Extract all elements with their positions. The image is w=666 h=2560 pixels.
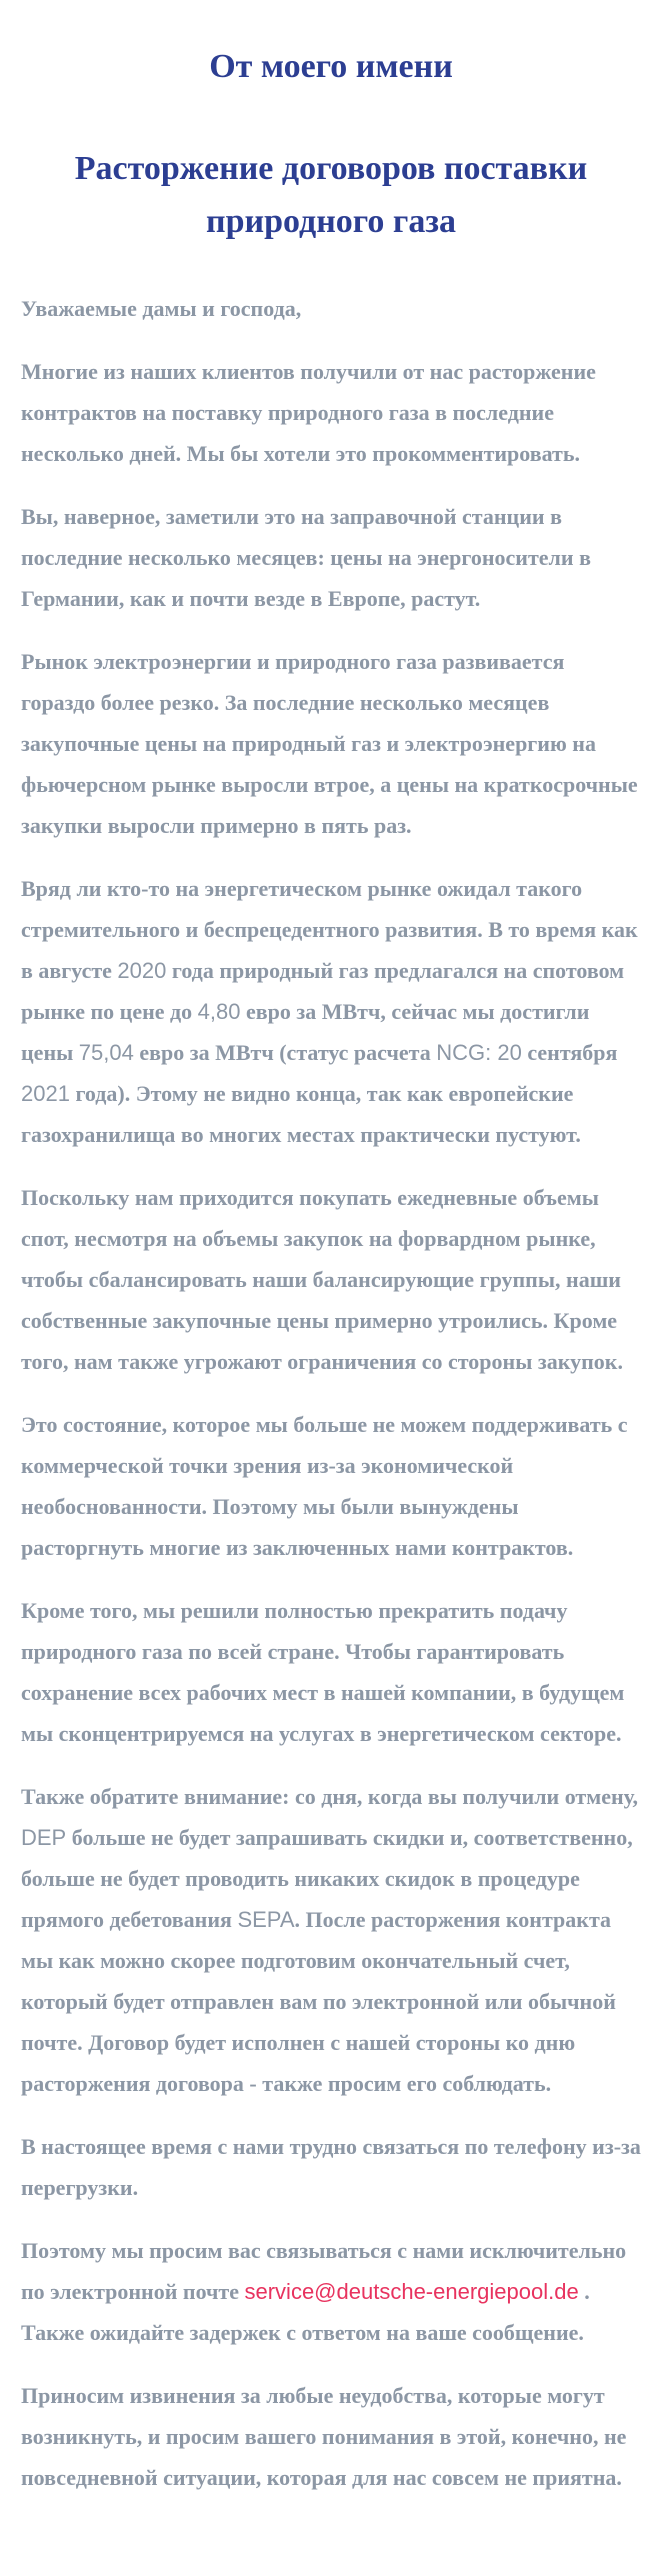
latin-text-run: 75,04 — [78, 1040, 134, 1065]
text-run: Уважаемые дамы и господа, — [21, 296, 302, 321]
subject-title: Расторжение договоров поставки природного газа — [74, 150, 588, 240]
latin-text-run: SEPA — [237, 1907, 295, 1932]
paragraph — [21, 2375, 641, 2498]
paragraph — [21, 351, 641, 474]
email-link[interactable]: service@deutsche-energiepool.de — [244, 2279, 579, 2304]
text-run: года природный газ предлагался на спотовом рынке по цене до — [21, 958, 625, 1024]
page-title: От моего имени — [209, 48, 453, 85]
latin-text-run: 2021 — [21, 1081, 70, 1106]
paragraph — [21, 1776, 641, 2104]
paragraph — [21, 496, 641, 619]
paragraph — [21, 1177, 641, 1382]
text-run: . После расторжения контракта мы как можно скорее подготовим окончательный счет, который будет отправлен вам по электронной или обычной почте. Договор будет исполнен с нашей стороны ко дню расторжения договора - также просим его соблюдать. — [21, 1907, 616, 2096]
paragraph — [21, 1590, 641, 1754]
text-run: сентября — [521, 1040, 618, 1065]
paragraph — [21, 641, 641, 846]
text-run: года). Этому не видно конца, так как европейские газохранилища во многих местах практически пустуют. — [21, 1081, 581, 1147]
text-run: В настоящее время с нами трудно связаться по телефону из-за перегрузки. — [21, 2134, 641, 2200]
text-run: Вы, наверное, заметили это на заправочной станции в последние несколько месяцев: цены на энергоносители в Германии, как и почти везде в Европе, растут. — [21, 504, 591, 611]
paragraph — [21, 288, 641, 329]
text-run: Поскольку нам приходится покупать ежедневные объемы спот, несмотря на объемы закупок на форвардном рынке, чтобы сбалансировать наши балансирующие группы, наши собственные закупочные цены примерно утроились. Кроме того, нам также угрожают ограничения со стороны закупок. — [21, 1185, 623, 1374]
latin-text-run: 4,80 — [197, 999, 241, 1024]
text-run: Рынок электроэнергии и природного газа развивается гораздо более резко. За последние несколько месяцев закупочные цены на природный газ и электроэнергию на фьючерсном рынке выросли втрое, а цены на краткосрочные закупки выросли примерно в пять раз. — [21, 649, 638, 838]
text-run: Также обратите внимание: со дня, когда вы получили отмену, — [21, 1784, 638, 1809]
text-run: евро за МВтч (статус расчета — [133, 1040, 437, 1065]
text-run: Вряд ли кто-то на энергетическом рынке ожидал такого стремительного и беспрецедентного развития. В то время как в августе — [21, 876, 638, 983]
paragraph — [21, 1404, 641, 1568]
text-run: Приносим извинения за любые неудобства, которые могут возникнуть, и просим вашего понимания в этой, конечно, не повседневной ситуации, которая для нас совсем не приятна. — [21, 2383, 627, 2490]
latin-text-run: NCG: 20 — [436, 1040, 522, 1065]
text-run: Это состояние, которое мы больше не можем поддерживать с коммерческой точки зрения из-за экономической необоснованности. Поэтому мы были вынуждены расторгнуть многие из заключенных нами контрактов. — [21, 1412, 628, 1560]
latin-text-run: DEP — [21, 1825, 67, 1850]
text-run: Многие из наших клиентов получили от нас расторжение контрактов на поставку природного газа в последние несколько дней. Мы бы хотели это прокомментировать. — [21, 359, 596, 466]
text-run: больше не будет запрашивать скидки и, соответственно, больше не будет проводить никаких скидок в процедуре прямого дебетования — [21, 1825, 633, 1932]
text-run: Кроме того, мы решили полностью прекратить подачу природного газа по всей стране. Чтобы гарантировать сохранение всех рабочих мест в нашей компании, в будущем мы сконцентрируемся на услугах в энергетическом секторе. — [21, 1598, 625, 1746]
text-run: Поэтому мы просим вас связываться с нами исключительно по электронной почте — [21, 2238, 627, 2304]
paragraph — [21, 868, 641, 1155]
paragraph — [21, 2230, 641, 2353]
paragraph — [21, 2126, 641, 2208]
latin-text-run: 2020 — [117, 958, 167, 983]
text-run: евро за МВтч, сейчас мы достигли цены — [21, 999, 590, 1065]
text-run: . Также ожидайте задержек с ответом на ваше сообщение. — [21, 2279, 590, 2345]
letter-body — [21, 288, 641, 2498]
